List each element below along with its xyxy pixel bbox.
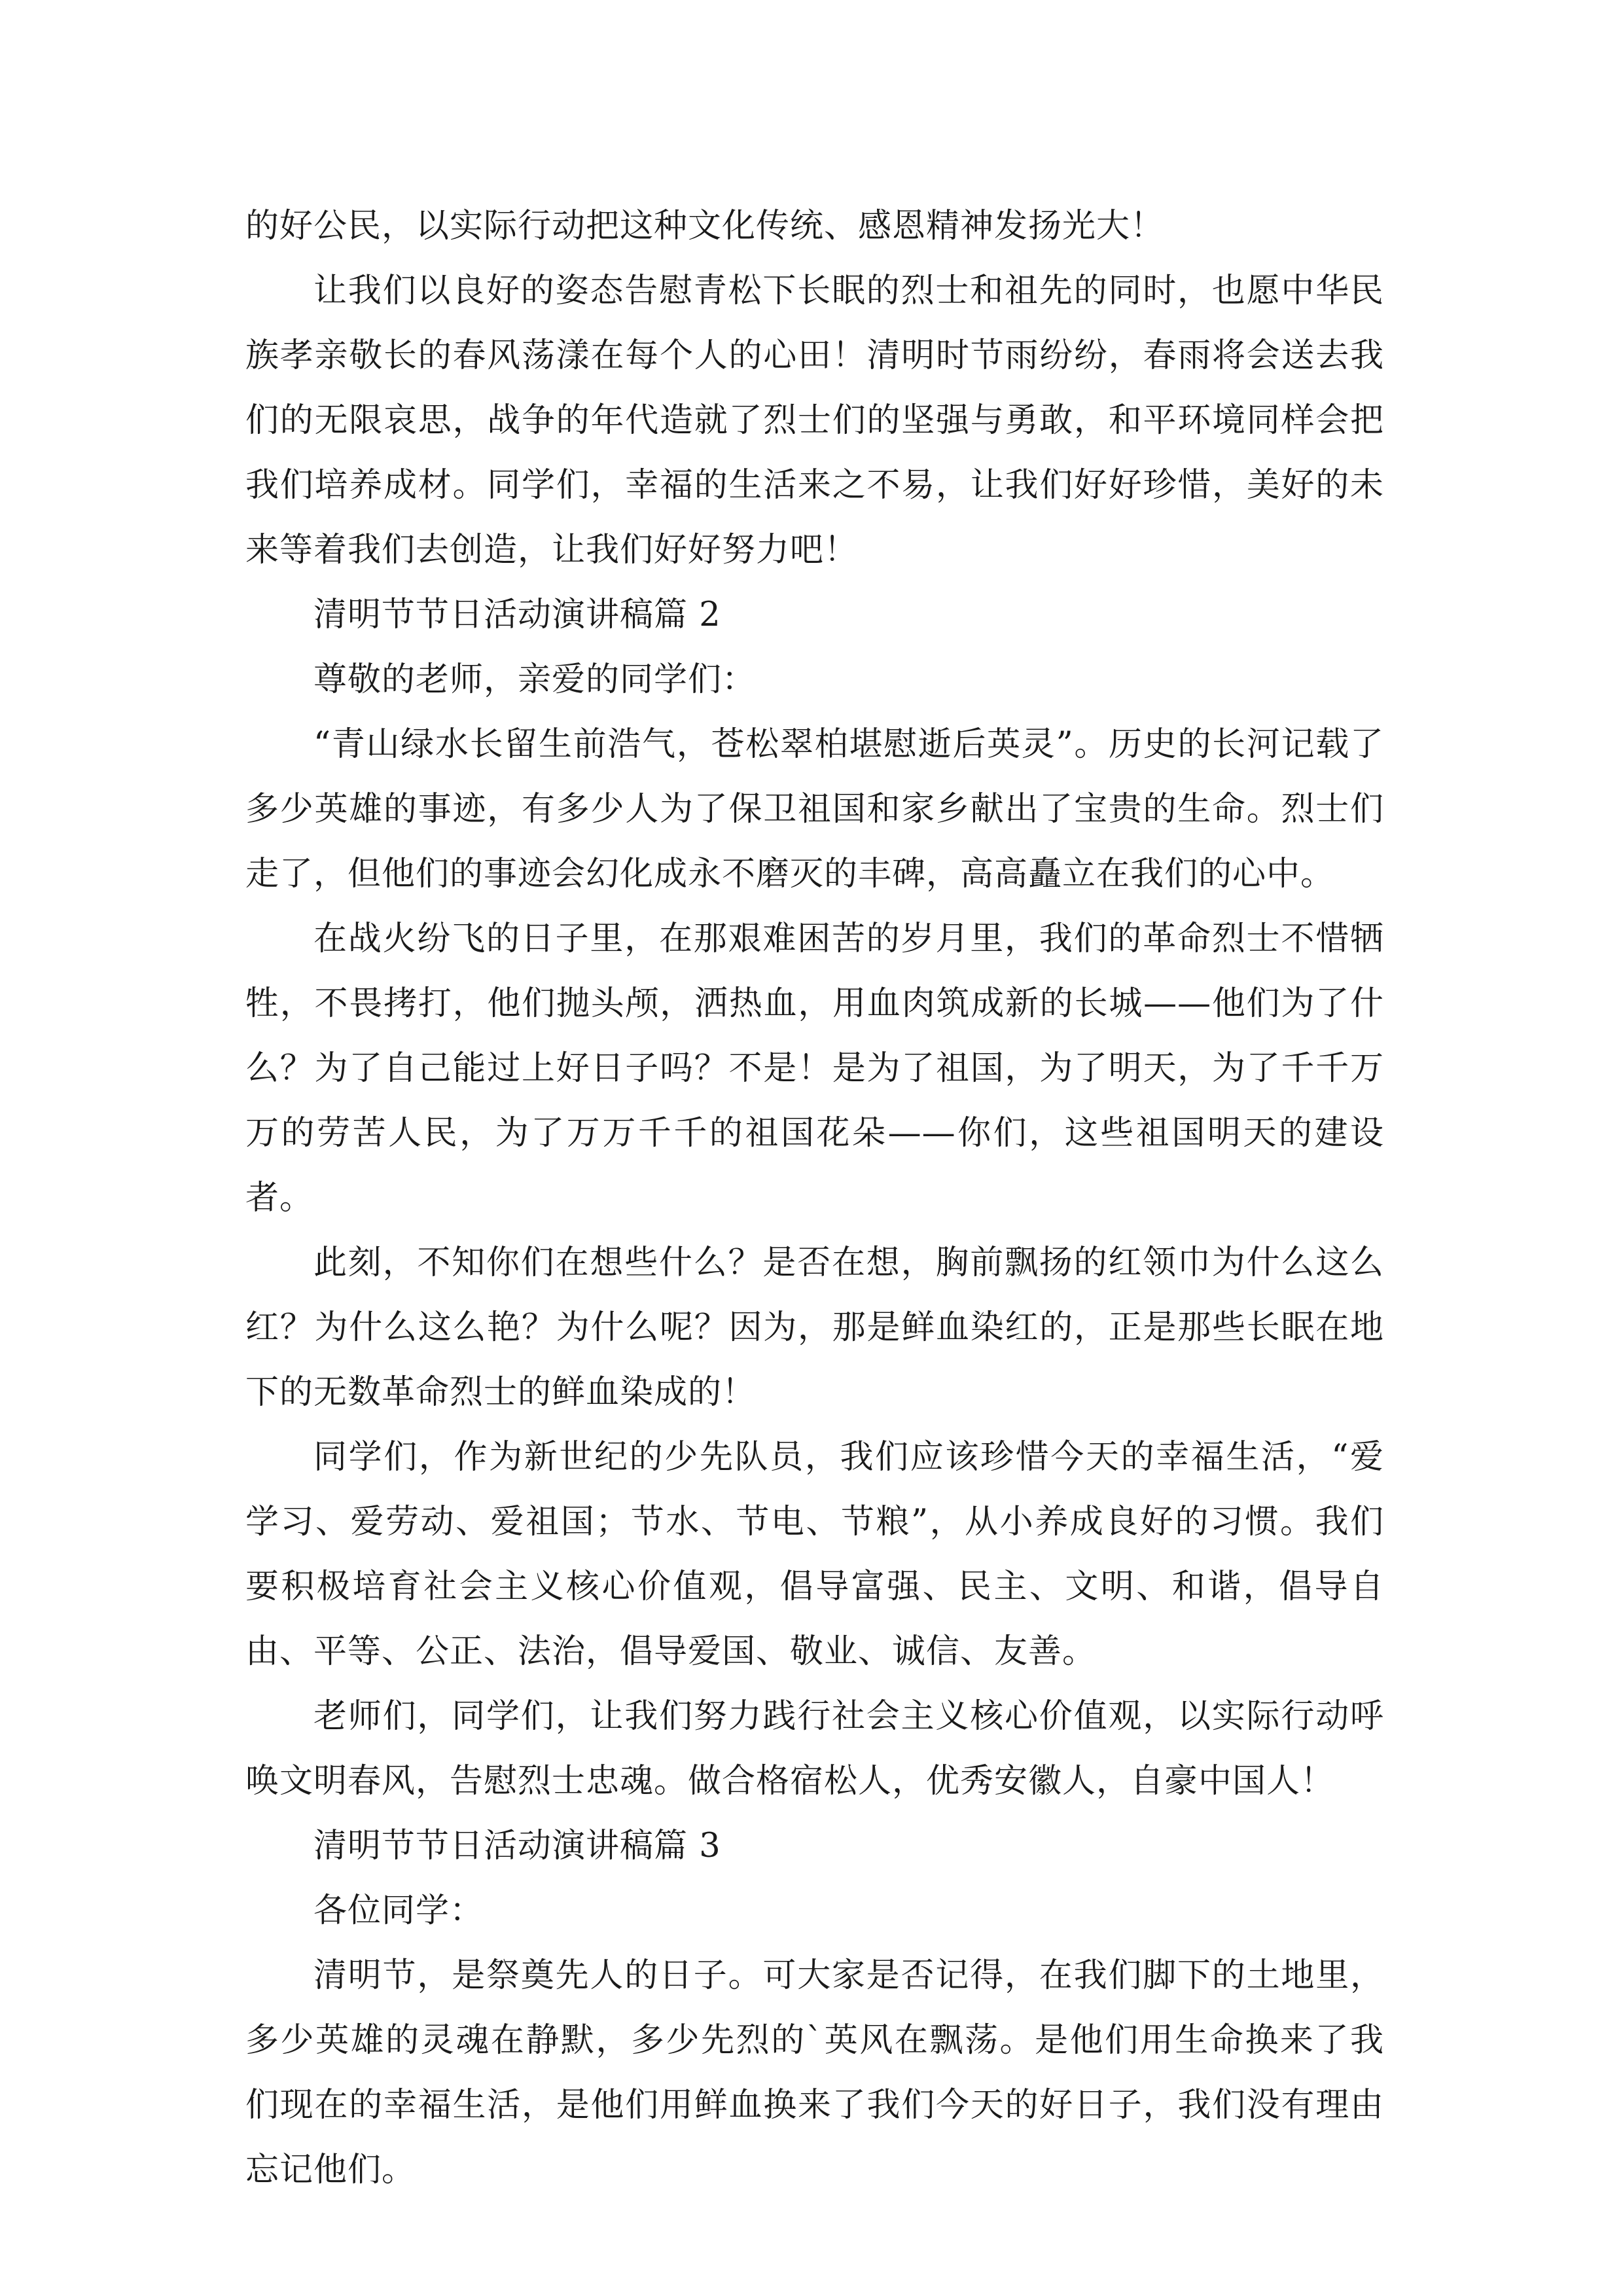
paragraph-2-3: 此刻，不知你们在想些什么？是否在想，胸前飘扬的红领巾为什么这么红？为什么这么艳？为什么呢？因为，那是鲜血染红的，正是那些长眠在地下的无数革命烈士的鲜血染成的！ [245, 1244, 1384, 1412]
section-title-2: 清明节节日活动演讲稿篇 2 [313, 596, 721, 634]
section-title-3: 清明节节日活动演讲稿篇 3 [313, 1827, 721, 1865]
paragraph-continuation: 的好公民，以实际行动把这种文化传统、感恩精神发扬光大！ [245, 207, 1165, 245]
paragraph-2-2: 在战火纷飞的日子里，在那艰难困苦的岁月里，我们的革命烈士不惜牺牲，不畏拷打，他们抛头颅，洒热血，用血肉筑成新的长城——他们为了什么？为了自己能过上好日子吗？不是！是为了祖国，为了明天，为了千千万万的劳苦人民，为了万万千千的祖国花朵——你们，这些祖国明天的建设者。 [245, 920, 1384, 1217]
salutation-3: 各位同学： [313, 1892, 484, 1930]
paragraph-2-1: “青山绿水长留生前浩气，苍松翠柏堪慰逝后英灵”。历史的长河记载了多少英雄的事迹，有多少人为了保卫祖国和家乡献出了宝贵的生命。烈士们走了，但他们的事迹会幻化成永不磨灭的丰碑，高高矗立在我们的心中。 [245, 725, 1384, 893]
paragraph-2-5: 老师们，同学们，让我们努力践行社会主义核心价值观，以实际行动呼唤文明春风，告慰烈士忠魂。做合格宿松人，优秀安徽人，自豪中国人！ [245, 1697, 1384, 1801]
paragraph-2-4: 同学们，作为新世纪的少先队员，我们应该珍惜今天的幸福生活，“爱学习、爱劳动、爱祖国；节水、节电、节粮”，从小养成良好的习惯。我们要积极培育社会主义核心价值观，倡导富强、民主、文明、和谐，倡导自由、平等、公正、法治，倡导爱国、敬业、诚信、友善。 [245, 1438, 1384, 1671]
document-body [245, 194, 1384, 2202]
paragraph-closing: 让我们以良好的姿态告慰青松下长眠的烈士和祖先的同时，也愿中华民族孝亲敬长的春风荡漾在每个人的心田！清明时节雨纷纷，春雨将会送去我们的无限哀思，战争的年代造就了烈士们的坚强与勇敢，和平环境同样会把我们培养成材。同学们，幸福的生活来之不易，让我们好好珍惜，美好的未来等着我们去创造，让我们好好努力吧！ [245, 272, 1384, 569]
salutation-2: 尊敬的老师，亲爱的同学们： [313, 660, 757, 699]
paragraph-3-1: 清明节，是祭奠先人的日子。可大家是否记得，在我们脚下的土地里，多少英雄的灵魂在静默，多少先烈的`英风在飘荡。是他们用生命换来了我们现在的幸福生活，是他们用鲜血换来了我们今天的好日子，我们没有理由忘记他们。 [245, 1956, 1384, 2189]
